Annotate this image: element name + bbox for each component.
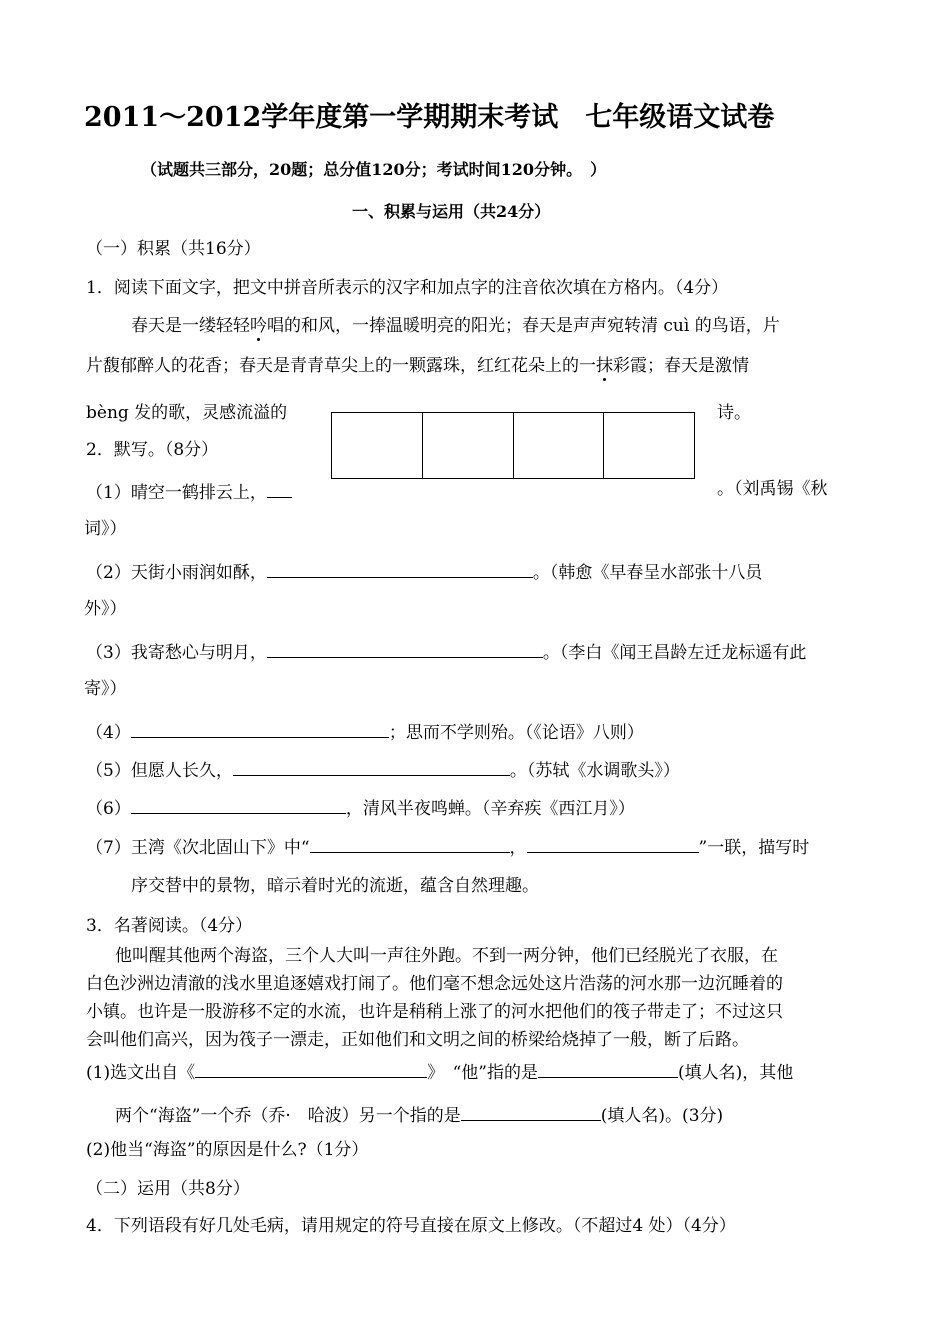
question-1-passage-line: bèng 发的歌，灵感流溢的 (86, 403, 288, 423)
answer-box[interactable] (514, 413, 605, 478)
answer-blank[interactable] (267, 481, 292, 498)
dictation-item-5: （5）但愿人长久， 。（苏轼《水调歌头》） (86, 761, 680, 781)
dictation-item-4: （4） ；思而不学则殆。（《论语》八则） (86, 723, 644, 743)
dotted-char: 抹 (596, 356, 613, 376)
answer-blank[interactable] (267, 561, 533, 578)
answer-blank[interactable] (267, 641, 543, 658)
dictation-item-1: （1）晴空一鹤排云上， (86, 481, 292, 502)
exam-title: 2011～2012学年度第一学期期末考试 七年级语文试卷 (84, 102, 775, 133)
question-4-stem: 4．下列语段有好几处毛病，请用规定的符号直接在原文上修改。（不超过4 处）（4分） (86, 1216, 736, 1236)
dictation-item-3-source-cont: 寄》） (84, 679, 127, 699)
exam-instructions: （试题共三部分，20题；总分值120分；考试时间120分钟。 ） (141, 160, 607, 179)
dotted-char: 吟 (250, 316, 267, 336)
question-1-passage-line: 春天是一缕轻轻吟唱的和风，一捧温暖明亮的阳光；春天是声声宛转清 cuì 的鸟语，片 (131, 316, 780, 336)
dictation-item-3: （3）我寄愁心与明月， 。（李白《闻王昌龄左迁龙标遥有此 (86, 643, 807, 663)
reading-passage-line: 小镇。也许是一股游移不定的水流，也许是稍稍上涨了的河水把他们的筏子带走了；不过这只 (86, 1002, 783, 1022)
sub-question-1-cont: 两个“海盗”一个乔（乔· 哈波）另一个指的是 (填人名)。(3分) (115, 1106, 724, 1126)
dictation-item-1-source: 。（刘禹锡《秋 (717, 479, 828, 499)
answer-box[interactable] (332, 413, 423, 478)
answer-box[interactable] (423, 413, 514, 478)
part-heading: （一）积累（共16分） (86, 239, 261, 259)
reading-passage-line: 会叫他们高兴，因为筏子一漂走，正如他们和文明之间的桥梁给烧掉了一般，断了后路。 (86, 1030, 749, 1050)
answer-blank[interactable] (131, 797, 346, 814)
part-heading: （二）运用（共8分） (86, 1179, 250, 1199)
answer-box[interactable] (604, 413, 694, 478)
answer-blank[interactable] (310, 836, 510, 853)
dictation-item-2: （2）天街小雨润如酥， 。（韩愈《早春呈水部张十八员 (86, 563, 763, 583)
dictation-item-7-cont: 序交替中的景物，暗示着时光的流逝，蕴含自然理趣。 (131, 876, 539, 896)
question-1-stem: 1．阅读下面文字，把文中拼音所表示的汉字和加点字的注音依次填在方格内。（4分） (86, 278, 729, 298)
sub-question-1: (1)选文出自《 》 “他”指的是 (填人名)，其他 (86, 1063, 794, 1083)
answer-blank[interactable] (527, 836, 699, 853)
question-2-stem: 2．默写。（8分） (86, 440, 219, 460)
dictation-item-1-source-cont: 词》） (84, 519, 127, 539)
answer-box-grid[interactable] (331, 412, 695, 479)
question-3-stem: 3．名著阅读。（4分） (86, 916, 253, 936)
section-heading: 一、积累与运用（共24分） (352, 202, 551, 221)
answer-blank[interactable] (195, 1061, 427, 1078)
answer-blank[interactable] (131, 721, 389, 738)
dictation-item-7: （7）王湾《次北固山下》中“ ， ”一联，描写时 (86, 838, 810, 858)
dictation-item-2-source-cont: 外》） (84, 599, 127, 619)
answer-blank[interactable] (461, 1104, 601, 1121)
reading-passage-line: 他叫醒其他两个海盗，三个人大叫一声往外跑。不到一两分钟，他们已经脱光了衣服，在 (115, 946, 778, 966)
reading-passage-line: 白色沙洲边清澈的浅水里追逐嬉戏打闹了。他们毫不想念远处这片浩荡的河水那一边沉睡着的 (86, 974, 783, 994)
question-1-passage-line: 片馥郁醉人的花香；春天是青青草尖上的一颗露珠，红红花朵上的一抹彩霞；春天是激情 (86, 356, 749, 376)
sub-question-2: (2)他当“海盗”的原因是什么?（1分） (86, 1140, 369, 1160)
question-1-passage-end: 诗。 (717, 403, 751, 423)
dictation-item-6: （6） ，清风半夜鸣蝉。（辛弃疾《西江月》） (86, 799, 635, 819)
answer-blank[interactable] (233, 759, 510, 776)
answer-blank[interactable] (538, 1061, 678, 1078)
